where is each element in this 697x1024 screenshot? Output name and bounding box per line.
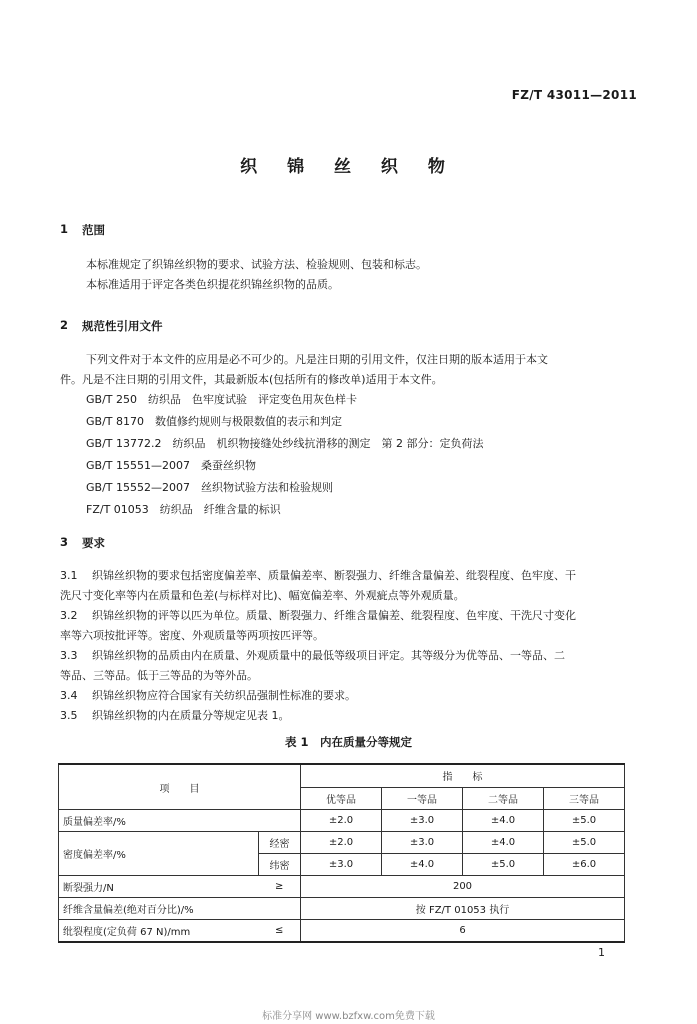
- table-cell: ±2.0: [301, 832, 382, 854]
- table-cell: 按 FZ/T 01053 执行: [301, 898, 625, 920]
- grade-header: 三等品: [544, 787, 625, 810]
- clause-text: 织锦丝织物的内在质量分等规定见表 1。: [92, 709, 290, 722]
- section1-number: 1: [60, 222, 69, 236]
- grade-header: 一等品: [382, 787, 463, 810]
- clause-number: 3.1: [60, 569, 78, 582]
- section1-para-2: 本标准适用于评定各类色织提花织锦丝织物的品质。: [86, 278, 339, 291]
- grade-header: 二等品: [463, 787, 544, 810]
- row-label: 纤维含量偏差(绝对百分比)/%: [59, 898, 301, 920]
- row-label: 密度偏差率/%: [59, 832, 259, 876]
- row-operator: ≤: [259, 920, 301, 943]
- row-label: 质量偏差率/%: [59, 810, 301, 832]
- clause-text: 织锦丝织物应符合国家有关纺织品强制性标准的要求。: [92, 689, 356, 702]
- section3-number: 3: [60, 535, 69, 549]
- document-title: 织 锦 丝 织 物: [240, 157, 457, 177]
- section2-intro-line-1: 下列文件对于本文件的应用是必不可少的。凡是注日期的引用文件，仅注日期的版本适用于本文: [86, 353, 548, 366]
- table-cell: ±2.0: [301, 810, 382, 832]
- reference-item: FZ/T 01053 纺织品 纤维含量的标识: [86, 503, 281, 516]
- page-number: 1: [598, 946, 605, 959]
- section3-heading: 要求: [82, 536, 105, 550]
- row-label: 断裂强力/N: [59, 876, 259, 898]
- table-cell: ±4.0: [382, 854, 463, 876]
- table-row: [59, 832, 625, 854]
- row-operator: ≥: [259, 876, 301, 898]
- table-caption: 表 1 内在质量分等规定: [284, 735, 412, 749]
- row-label: 纰裂程度(定负荷 67 N)/mm: [59, 920, 259, 943]
- clause-text: 洗尺寸变化率等内在质量和色差(与标样对比)、幅宽偏差率、外观疵点等外观质量。: [60, 589, 465, 602]
- clause-text: 织锦丝织物的评等以匹为单位。质量、断裂强力、纤维含量偏差、纰裂程度、色牢度、干洗尺寸变化: [92, 609, 576, 622]
- row-sublabel: 经密: [259, 832, 301, 854]
- table-cell: ±4.0: [463, 810, 544, 832]
- clause-number: 3.2: [60, 609, 78, 622]
- standard-number: FZ/T 43011—2011: [511, 88, 637, 102]
- clause-text: 织锦丝织物的品质由内在质量、外观质量中的最低等级项目评定。其等级分为优等品、一等品、二: [92, 649, 565, 662]
- table-row: [59, 920, 625, 943]
- section2-heading: 规范性引用文件: [82, 319, 163, 333]
- section1-para-1: 本标准规定了织锦丝织物的要求、试验方法、检验规则、包装和标志。: [86, 258, 427, 271]
- footer-watermark: 标准分享网 www.bzfxw.com免费下载: [262, 1011, 435, 1022]
- reference-item: GB/T 15552—2007 丝织物试验方法和检验规则: [86, 481, 333, 494]
- table-cell: ±4.0: [463, 832, 544, 854]
- clause-text: 织锦丝织物的要求包括密度偏差率、质量偏差率、断裂强力、纤维含量偏差、纰裂程度、色牢度、干: [92, 569, 576, 582]
- table-cell: ±3.0: [382, 810, 463, 832]
- table-cell: ±5.0: [463, 854, 544, 876]
- reference-item: GB/T 250 纺织品 色牢度试验 评定变色用灰色样卡: [86, 393, 357, 406]
- clause-text: 率等六项按批评等。密度、外观质量等两项按匹评等。: [60, 629, 324, 642]
- table-cell: ±5.0: [544, 832, 625, 854]
- reference-item: GB/T 15551—2007 桑蚕丝织物: [86, 459, 256, 472]
- reference-item: GB/T 13772.2 纺织品 机织物接缝处纱线抗滑移的测定 第 2 部分：定负荷法: [86, 437, 484, 450]
- quality-grade-table: [58, 763, 625, 943]
- table-row: [59, 898, 625, 920]
- table-cell: 200: [301, 876, 625, 898]
- clause-number: 3.4: [60, 689, 78, 702]
- table-cell: 6: [301, 920, 625, 943]
- header-item: 项 目: [59, 764, 301, 810]
- reference-item: GB/T 8170 数值修约规则与极限数值的表示和判定: [86, 415, 342, 428]
- header-index: 指 标: [301, 764, 625, 787]
- clause-number: 3.5: [60, 709, 78, 722]
- clause-number: 3.3: [60, 649, 78, 662]
- table-cell: ±5.0: [544, 810, 625, 832]
- row-sublabel: 纬密: [259, 854, 301, 876]
- section2-intro-line-2: 件。凡是不注日期的引用文件，其最新版本(包括所有的修改单)适用于本文件。: [60, 373, 443, 386]
- table-cell: ±6.0: [544, 854, 625, 876]
- table-row: [59, 876, 625, 898]
- section2-number: 2: [60, 318, 69, 332]
- table-cell: ±3.0: [301, 854, 382, 876]
- table-cell: ±3.0: [382, 832, 463, 854]
- table-row: [59, 810, 625, 832]
- section1-heading: 范围: [82, 223, 105, 237]
- grade-header: 优等品: [301, 787, 382, 810]
- clause-text: 等品、三等品。低于三等品的为等外品。: [60, 669, 258, 682]
